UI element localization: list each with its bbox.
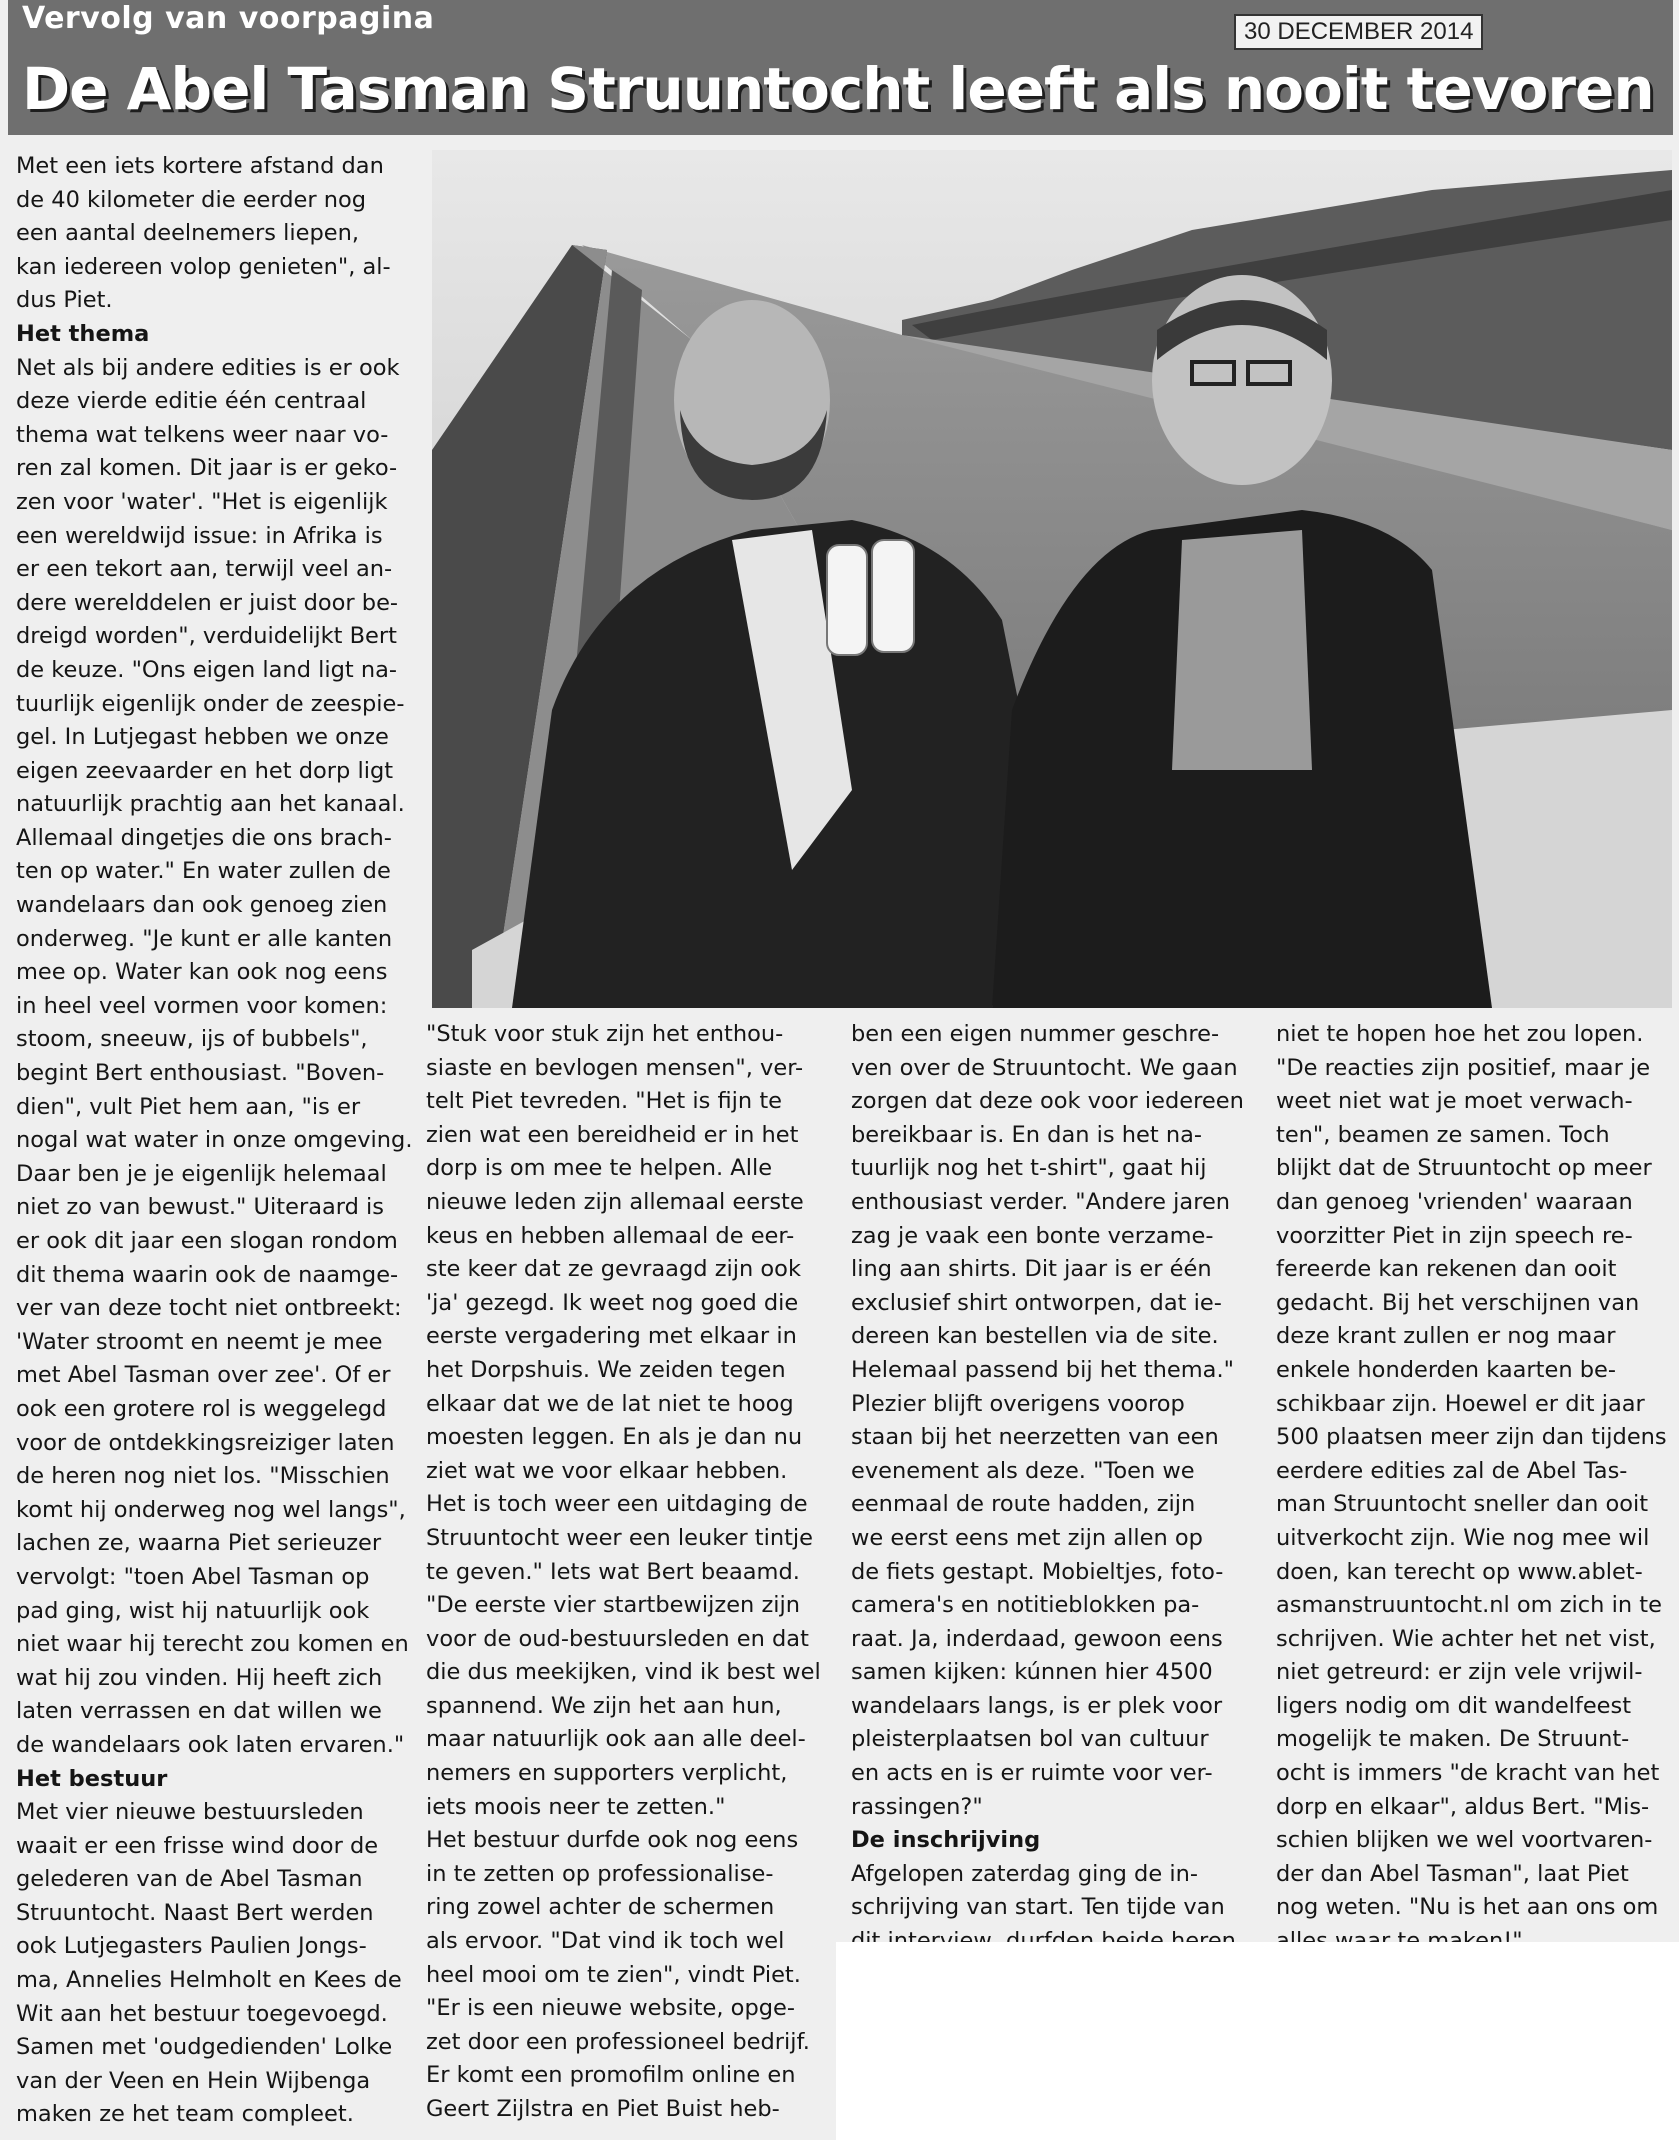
text-column-1 xyxy=(16,150,414,2132)
text-line: 'ja' gezegd. Ik weet nog goed die xyxy=(426,1289,799,1316)
text-line: zien wat een bereidheid er in het xyxy=(426,1121,799,1148)
text-line: mee op. Water kan ook nog eens xyxy=(16,959,388,986)
text-line: Struuntocht weer een leuker tintje xyxy=(426,1524,813,1551)
text-column-3 xyxy=(851,1018,1247,1959)
text-line: zag je vaak een bonte verzame- xyxy=(851,1222,1214,1249)
text-line: dien", vult Piet hem aan, "is er xyxy=(16,1093,361,1120)
text-line: eenmaal de route hadden, zijn xyxy=(851,1491,1196,1518)
text-line: tuurlijk nog het t-shirt", gaat hij xyxy=(851,1155,1207,1182)
text-line: gel. In Lutjegast hebben we onze xyxy=(16,724,389,751)
article-photo xyxy=(432,150,1672,1008)
text-line: schrijven. Wie achter het net vist, xyxy=(1276,1625,1656,1652)
text-line: dereen kan bestellen via de site. xyxy=(851,1323,1219,1350)
text-line: dit thema waarin ook de naamge- xyxy=(16,1261,399,1288)
text-line: gedacht. Bij het verschijnen van xyxy=(1276,1289,1640,1316)
text-line: camera's en notitieblokken pa- xyxy=(851,1592,1200,1619)
text-line: raat. Ja, inderdaad, gewoon eens xyxy=(851,1625,1223,1652)
text-line: ook een grotere rol is weggelegd xyxy=(16,1395,387,1422)
text-line: "De reacties zijn positief, maar je xyxy=(1276,1054,1651,1081)
text-line: zet door een professioneel bedrijf. xyxy=(426,2028,810,2055)
text-line: stoom, sneeuw, ijs of bubbels", xyxy=(16,1026,368,1053)
text-line: in heel veel vormen voor komen: xyxy=(16,992,388,1019)
text-line: tuurlijk eigenlijk onder de zeespie- xyxy=(16,690,405,717)
blank-area xyxy=(836,1942,1679,2140)
text-line: ligers nodig om dit wandelfeest xyxy=(1276,1692,1632,1719)
text-line: Helemaal passend bij het thema." xyxy=(851,1356,1234,1383)
text-line: moesten leggen. En als je dan nu xyxy=(426,1424,803,1451)
text-line: enkele honderden kaarten be- xyxy=(1276,1356,1617,1383)
text-line: nog weten. "Nu is het aan ons om xyxy=(1276,1894,1659,1921)
text-line: deze krant zullen er nog maar xyxy=(1276,1323,1616,1350)
text-line: ren zal komen. Dit jaar is er geko- xyxy=(16,455,398,482)
text-line: eerste vergadering met elkaar in xyxy=(426,1323,797,1350)
text-line: heel mooi om te zien", vindt Piet. xyxy=(426,1961,801,1988)
text-line: lachen ze, waarna Piet serieuzer xyxy=(16,1530,382,1557)
text-line: kan iedereen volop genieten", al- xyxy=(16,253,391,280)
text-line: 500 plaatsen meer zijn dan tijdens xyxy=(1276,1424,1667,1451)
text-column-2 xyxy=(426,1018,822,2127)
text-line: ling aan shirts. Dit jaar is er één xyxy=(851,1256,1212,1283)
text-line: we eerst eens met zijn allen op xyxy=(851,1524,1203,1551)
text-line: de heren nog niet los. "Misschien xyxy=(16,1463,390,1490)
text-line: fereerde kan rekenen dan ooit xyxy=(1276,1256,1617,1283)
text-line: pleisterplaatsen bol van cultuur xyxy=(851,1726,1209,1753)
text-line: Daar ben je je eigenlijk helemaal xyxy=(16,1160,387,1187)
text-line: evenement als deze. "Toen we xyxy=(851,1457,1195,1484)
text-line: nemers en supporters verplicht, xyxy=(426,1760,788,1787)
text-line: niet zo van bewust." Uiteraard is xyxy=(16,1194,385,1221)
text-line: dere werelddelen er juist door be- xyxy=(16,589,399,616)
text-line: de keuze. "Ons eigen land ligt na- xyxy=(16,656,398,683)
text-line: wandelaars langs, is er plek voor xyxy=(851,1692,1223,1719)
text-line: met Abel Tasman over zee'. Of er xyxy=(16,1362,391,1389)
text-line: rassingen?" xyxy=(851,1793,983,1820)
text-line: ben een eigen nummer geschre- xyxy=(851,1021,1220,1047)
text-line: Er komt een promofilm online en xyxy=(426,2062,796,2089)
text-line: ziet wat we voor elkaar hebben. xyxy=(426,1457,788,1484)
text-line: schien blijken we wel voortvaren- xyxy=(1276,1827,1653,1854)
text-line: als ervoor. "Dat vind ik toch wel xyxy=(426,1928,785,1955)
text-line: niet te hopen hoe het zou lopen. xyxy=(1276,1021,1644,1047)
text-line: vervolgt: "toen Abel Tasman op xyxy=(16,1563,370,1590)
text-line: maar natuurlijk ook aan alle deel- xyxy=(426,1726,806,1753)
text-line: en acts en is er ruimte voor ver- xyxy=(851,1760,1213,1787)
text-line: laten verrassen en dat willen we xyxy=(16,1698,382,1725)
text-line: exclusief shirt ontworpen, dat ie- xyxy=(851,1289,1222,1316)
text-line: zorgen dat deze ook voor iedereen xyxy=(851,1088,1244,1115)
text-line: elkaar dat we de lat niet te hoog xyxy=(426,1390,794,1417)
text-line: dorp en elkaar", aldus Bert. "Mis- xyxy=(1276,1793,1650,1820)
text-line: bereikbaar is. En dan is het na- xyxy=(851,1121,1203,1148)
text-line: natuurlijk prachtig aan het kanaal. xyxy=(16,791,405,818)
text-column-4 xyxy=(1276,1018,1671,1959)
photo-illustration xyxy=(432,150,1672,1008)
text-line: 'Water stroomt en neemt je mee xyxy=(16,1328,383,1355)
text-line: iets moois neer te zetten." xyxy=(426,1793,726,1820)
text-line: eerdere edities zal de Abel Tas- xyxy=(1276,1457,1628,1484)
text-line: de 40 kilometer die eerder nog xyxy=(16,186,367,213)
text-line: voor de ontdekkingsreiziger laten xyxy=(16,1429,395,1456)
text-line: in te zetten op professionalise- xyxy=(426,1860,774,1887)
text-line: samen kijken: kúnnen hier 4500 xyxy=(851,1659,1213,1686)
text-line: nieuwe leden zijn allemaal eerste xyxy=(426,1188,804,1215)
article-header xyxy=(8,0,1673,135)
text-line: der dan Abel Tasman", laat Piet xyxy=(1276,1860,1629,1887)
text-line: Allemaal dingetjes die ons brach- xyxy=(16,824,392,851)
text-line: staan bij het neerzetten van een xyxy=(851,1424,1219,1451)
subheading: Het thema xyxy=(16,320,150,347)
text-line: pad ging, wist hij natuurlijk ook xyxy=(16,1597,370,1624)
text-line: "Stuk voor stuk zijn het enthou- xyxy=(426,1021,784,1047)
text-line: weet niet wat je moet verwach- xyxy=(1276,1088,1633,1115)
text-line: doen, kan terecht op www.ablet- xyxy=(1276,1558,1643,1585)
text-line: man Struuntocht sneller dan ooit xyxy=(1276,1491,1649,1518)
text-line: telt Piet tevreden. "Het is fijn te xyxy=(426,1088,783,1115)
text-line: begint Bert enthousiast. "Boven- xyxy=(16,1060,385,1087)
headline: De Abel Tasman Struuntocht leeft als nooit tevoren xyxy=(22,55,1654,123)
text-line: dan genoeg 'vrienden' waaraan xyxy=(1276,1188,1633,1215)
section-label: Vervolg van voorpagina xyxy=(22,1,435,36)
text-line: thema wat telkens weer naar vo- xyxy=(16,421,389,448)
text-line: waait er een frisse wind door de xyxy=(16,1832,379,1859)
text-line: onderweg. "Je kunt er alle kanten xyxy=(16,925,393,952)
text-line: voor de oud-bestuursleden en dat xyxy=(426,1625,809,1652)
text-line: Afgelopen zaterdag ging de in- xyxy=(851,1860,1198,1887)
text-line: zen voor 'water'. "Het is eigenlijk xyxy=(16,488,388,515)
text-line: dus Piet. xyxy=(16,287,113,314)
text-line: er ook dit jaar een slogan rondom xyxy=(16,1228,398,1254)
text-line: Net als bij andere edities is er ook xyxy=(16,354,400,381)
text-line: die dus meekijken, vind ik best wel xyxy=(426,1659,821,1686)
text-line: het Dorpshuis. We zeiden tegen xyxy=(426,1356,786,1383)
text-line: Plezier blijft overigens voorop xyxy=(851,1390,1185,1417)
text-line: blijkt dat de Struuntocht op meer xyxy=(1276,1155,1652,1182)
subheading: De inschrijving xyxy=(851,1827,1041,1854)
text-line: Met een iets kortere afstand dan xyxy=(16,153,384,179)
text-line: spannend. We zijn het aan hun, xyxy=(426,1692,782,1719)
text-line: asmanstruuntocht.nl om zich in te xyxy=(1276,1592,1662,1619)
text-line: mogelijk te maken. De Struunt- xyxy=(1276,1726,1630,1753)
subheading: Het bestuur xyxy=(16,1765,168,1792)
text-line: komt hij onderweg nog wel langs", xyxy=(16,1496,406,1523)
text-line: een wereldwijd issue: in Afrika is xyxy=(16,522,383,549)
publication-date: 30 DECEMBER 2014 xyxy=(1234,14,1483,50)
text-line: schrijving van start. Ten tijde van xyxy=(851,1894,1225,1921)
text-line: ver van deze tocht niet ontbreekt: xyxy=(16,1295,402,1322)
text-line: niet waar hij terecht zou komen en xyxy=(16,1631,409,1658)
text-line: ste keer dat ze gevraagd zijn ook xyxy=(426,1256,801,1283)
text-line: voorzitter Piet in zijn speech re- xyxy=(1276,1222,1633,1249)
text-line: ten", beamen ze samen. Toch xyxy=(1276,1121,1610,1148)
text-line: ocht is immers "de kracht van het xyxy=(1276,1760,1660,1787)
text-line: ook Lutjegasters Paulien Jongs- xyxy=(16,1933,367,1960)
text-line: dreigd worden", verduidelijkt Bert xyxy=(16,623,397,650)
text-line: een aantal deelnemers liepen, xyxy=(16,220,360,247)
text-line: keus en hebben allemaal de eer- xyxy=(426,1222,795,1249)
text-line: schikbaar zijn. Hoewel er dit jaar xyxy=(1276,1390,1645,1417)
text-line: dorp is om mee te helpen. Alle xyxy=(426,1155,773,1182)
text-line: niet getreurd: er zijn vele vrijwil- xyxy=(1276,1659,1643,1686)
text-line: van der Veen en Hein Wijbenga xyxy=(16,2067,371,2094)
text-line: ring zowel achter de schermen xyxy=(426,1894,775,1921)
text-line: Met vier nieuwe bestuursleden xyxy=(16,1799,364,1826)
text-line: Het is toch weer een uitdaging de xyxy=(426,1491,808,1518)
text-line: Struuntocht. Naast Bert werden xyxy=(16,1899,374,1926)
text-line: ven over de Struuntocht. We gaan xyxy=(851,1054,1238,1081)
text-line: wat hij zou vinden. Hij heeft zich xyxy=(16,1664,383,1691)
text-line: Geert Zijlstra en Piet Buist heb- xyxy=(426,2096,780,2122)
text-line: Het bestuur durfde ook nog eens xyxy=(426,1827,799,1854)
text-line: uitverkocht zijn. Wie nog mee wil xyxy=(1276,1524,1650,1551)
text-line: Wit aan het bestuur toegevoegd. xyxy=(16,2000,388,2027)
text-line: nogal wat water in onze omgeving. xyxy=(16,1127,413,1154)
text-line: "Er is een nieuwe website, opge- xyxy=(426,1995,795,2022)
text-line: er een tekort aan, terwijl veel an- xyxy=(16,556,393,583)
text-line: ten op water." En water zullen de xyxy=(16,858,391,885)
text-line: Samen met 'oudgedienden' Lolke xyxy=(16,2034,393,2061)
text-line: "De eerste vier startbewijzen zijn xyxy=(426,1592,801,1619)
text-line: enthousiast verder. "Andere jaren xyxy=(851,1188,1231,1215)
text-line: deze vierde editie één centraal xyxy=(16,388,367,415)
text-line: de wandelaars ook laten ervaren." xyxy=(16,1731,405,1758)
text-line: eigen zeevaarder en het dorp ligt xyxy=(16,757,394,784)
text-line: maken ze het team compleet. xyxy=(16,2101,354,2128)
text-line: siaste en bevlogen mensen", ver- xyxy=(426,1054,804,1081)
text-line: ma, Annelies Helmholt en Kees de xyxy=(16,1967,402,1994)
text-line: te geven." Iets wat Bert beaamd. xyxy=(426,1558,800,1585)
text-line: gelederen van de Abel Tasman xyxy=(16,1866,363,1893)
text-line: de fiets gestapt. Mobieltjes, foto- xyxy=(851,1558,1224,1585)
text-line: wandelaars dan ook genoeg zien xyxy=(16,892,388,919)
